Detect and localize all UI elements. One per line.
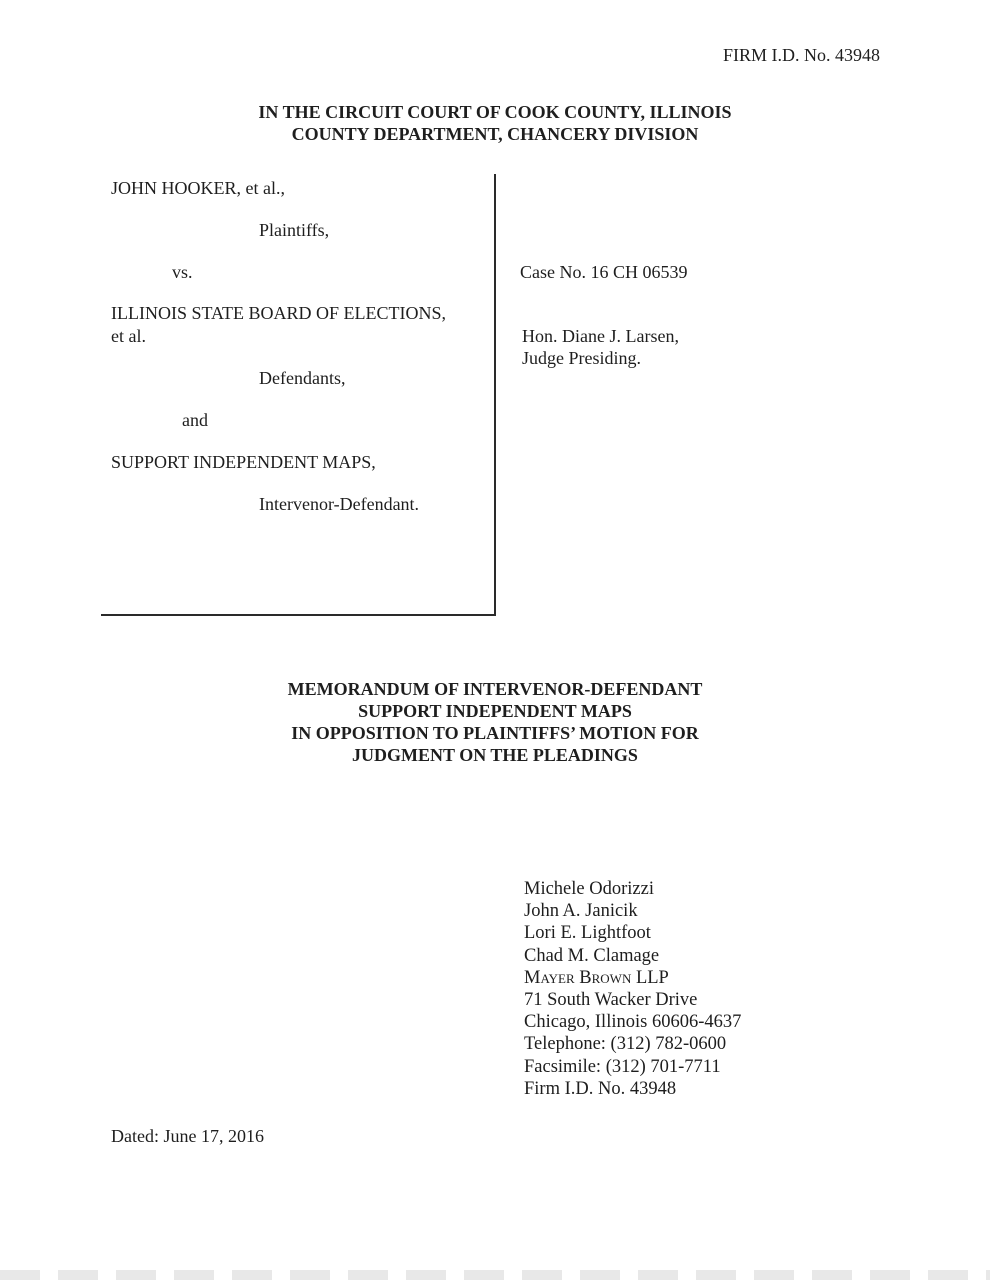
firm-address-city: Chicago, Illinois 60606-4637 [524,1012,742,1033]
caption-divider-vertical [494,174,496,615]
caption-divider-horizontal [101,614,496,616]
attorney-name: Michele Odorizzi [524,879,654,899]
case-number: Case No. 16 CH 06539 [520,262,688,282]
versus: vs. [172,262,193,282]
attorney-name: Chad M. Clamage [524,945,660,966]
attorney-name: John A. Janicik [524,901,638,922]
court-header [0,101,990,145]
intervenor-role: Intervenor-Defendant. [259,494,420,514]
defendant-role: Defendants, [259,368,346,388]
court-line-1: IN THE CIRCUIT COURT OF COOK COUNTY, ILLINOIS [258,102,732,122]
firm-id-number: Firm I.D. No. 43948 [524,1078,677,1099]
judge-name: Hon. Diane J. Larsen, [522,326,679,346]
judge-title: Judge Presiding. [522,348,641,368]
plaintiff-role: Plaintiffs, [259,220,330,240]
intervenor-name: SUPPORT INDEPENDENT MAPS, [111,452,376,472]
defendant-name-line-1: ILLINOIS STATE BOARD OF ELECTIONS, [111,303,447,323]
defendant-name-line-2: et al. [111,326,146,346]
memorandum-title [0,678,990,766]
memo-title-line-3: IN OPPOSITION TO PLAINTIFFS’ MOTION FOR [291,723,699,743]
memo-title-line-2: SUPPORT INDEPENDENT MAPS [358,701,632,721]
scan-edge-artifact [0,1270,990,1280]
memo-title-line-4: JUDGMENT ON THE PLEADINGS [352,745,638,765]
law-firm-name: Mayer Brown LLP [524,967,669,988]
court-line-2: COUNTY DEPARTMENT, CHANCERY DIVISION [291,124,699,144]
attorney-signature-block [524,878,741,1100]
attorney-name: Lori E. Lightfoot [524,923,651,944]
firm-facsimile: Facsimile: (312) 701-7711 [524,1056,721,1077]
firm-id-header: FIRM I.D. No. 43948 [722,45,880,65]
plaintiff-name: JOHN HOOKER, et al., [111,178,285,198]
firm-address-street: 71 South Wacker Drive [524,990,698,1011]
and-connector: and [182,410,208,430]
memo-title-line-1: MEMORANDUM OF INTERVENOR-DEFENDANT [287,679,703,699]
filing-date: Dated: June 17, 2016 [111,1126,264,1146]
firm-telephone: Telephone: (312) 782-0600 [524,1034,727,1055]
